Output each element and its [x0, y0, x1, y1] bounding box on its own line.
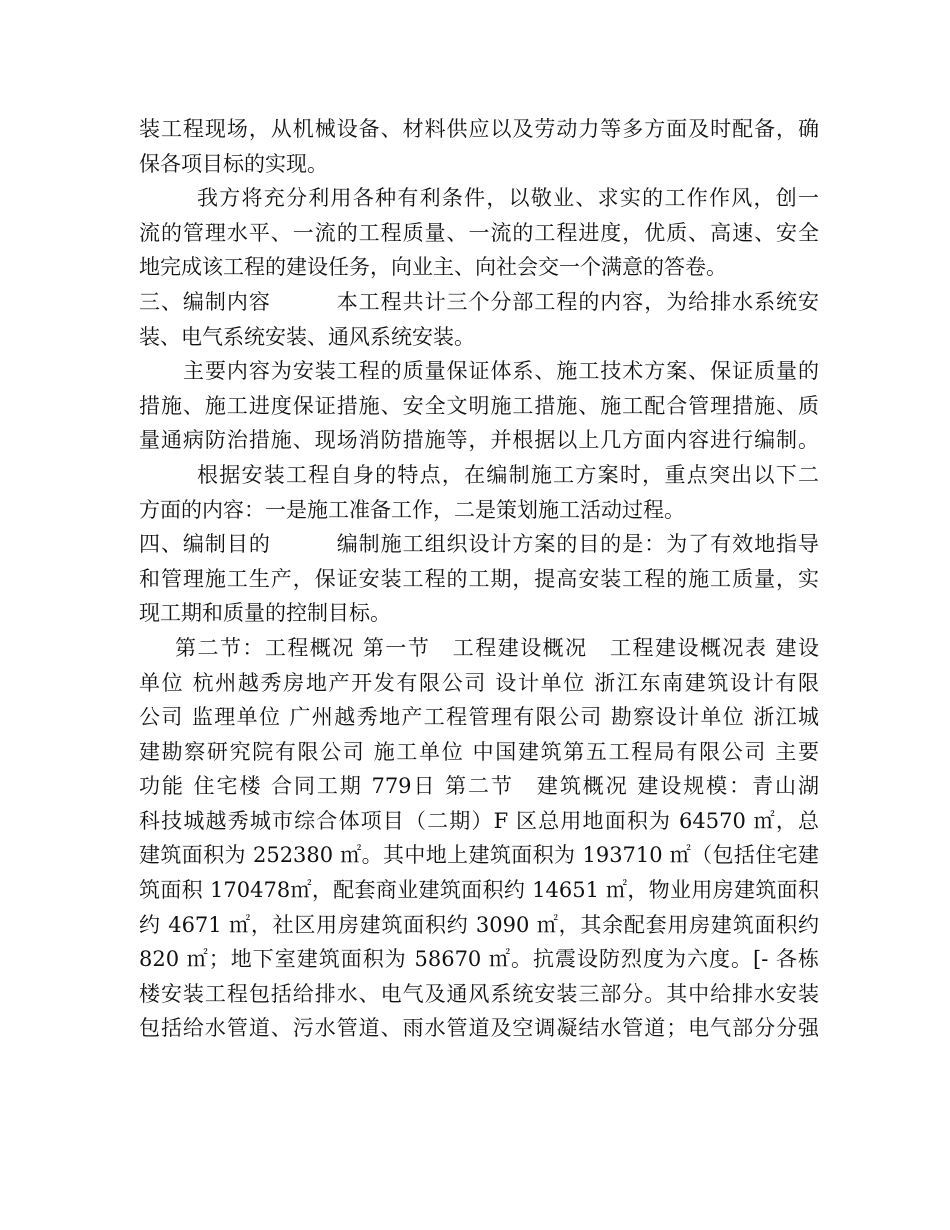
text-line: 功能 住宅楼 合同工期 779日 第二节 建筑概况 建设规模：青山湖 [139, 774, 819, 799]
text-line: 包括给水管道、污水管道、雨水管道及空调凝结水管道；电气部分分强 [139, 1016, 819, 1041]
text-line: 量通病防治措施、现场消防措施等，并根据以上几方面内容进行编制。 [139, 428, 819, 453]
text-line: 地完成该工程的建设任务，向业主、向社会交一个满意的答卷。 [139, 255, 727, 280]
text-line: 装、电气系统安装、通风系统安装。 [139, 324, 475, 349]
text-line: 建筑面积为 252380 ㎡。其中地上建筑面积为 193710 ㎡（包括住宅建 [139, 843, 819, 868]
text-line: 主要内容为安装工程的质量保证体系、施工技术方案、保证质量的 [183, 359, 819, 384]
text-line: 保各项目标的实现。 [139, 151, 328, 176]
text-line: 公司 监理单位 广州越秀地产工程管理有限公司 勘察设计单位 浙江城 [139, 705, 819, 730]
text-line: 第二节：工程概况 第一节 工程建设概况 工程建设概况表 建设 [175, 635, 819, 660]
text-line: 建勘察研究院有限公司 施工单位 中国建筑第五工程局有限公司 主要 [139, 739, 819, 764]
text-line: 和管理施工生产，保证安装工程的工期，提高安装工程的施工质量，实 [139, 566, 819, 591]
section-heading-line: 四、编制目的 编制施工组织设计方案的目的是：为了有效地指导 [139, 532, 819, 557]
text-line: 现工期和质量的控制目标。 [139, 601, 391, 626]
text-line: 筑面积 170478㎡，配套商业建筑面积约 14651 ㎡，物业用房建筑面积 [139, 878, 819, 903]
text-line: 流的管理水平、一流的工程质量、一流的工程进度，优质、高速、安全 [139, 220, 819, 245]
text-line: 单位 杭州越秀房地产开发有限公司 设计单位 浙江东南建筑设计有限 [139, 670, 819, 695]
text-line: 科技城越秀城市综合体项目（二期）F 区总用地面积为 64570 ㎡，总 [139, 808, 819, 833]
text-line: 我方将充分利用各种有利条件，以敬业、求实的工作作风，创一 [197, 186, 819, 211]
text-line: 方面的内容：一是施工准备工作，二是策划施工活动过程。 [139, 497, 685, 522]
body-text [139, 112, 819, 1046]
text-line: 措施、施工进度保证措施、安全文明施工措施、施工配合管理措施、质 [139, 393, 819, 418]
text-line: 装工程现场，从机械设备、材料供应以及劳动力等多方面及时配备，确 [139, 117, 819, 141]
text-line: 根据安装工程自身的特点，在编制施工方案时，重点突出以下二 [197, 462, 819, 487]
text-line: 楼安装工程包括给排水、电气及通风系统安装三部分。其中给排水安装 [139, 981, 819, 1006]
section-heading-line: 三、编制内容 本工程共计三个分部工程的内容，为给排水系统安 [139, 289, 819, 314]
text-line: 约 4671 ㎡，社区用房建筑面积约 3090 ㎡，其余配套用房建筑面积约 [139, 912, 819, 937]
text-line: 820 ㎡；地下室建筑面积为 58670 ㎡。抗震设防烈度为六度。[- 各栋 [139, 947, 819, 972]
